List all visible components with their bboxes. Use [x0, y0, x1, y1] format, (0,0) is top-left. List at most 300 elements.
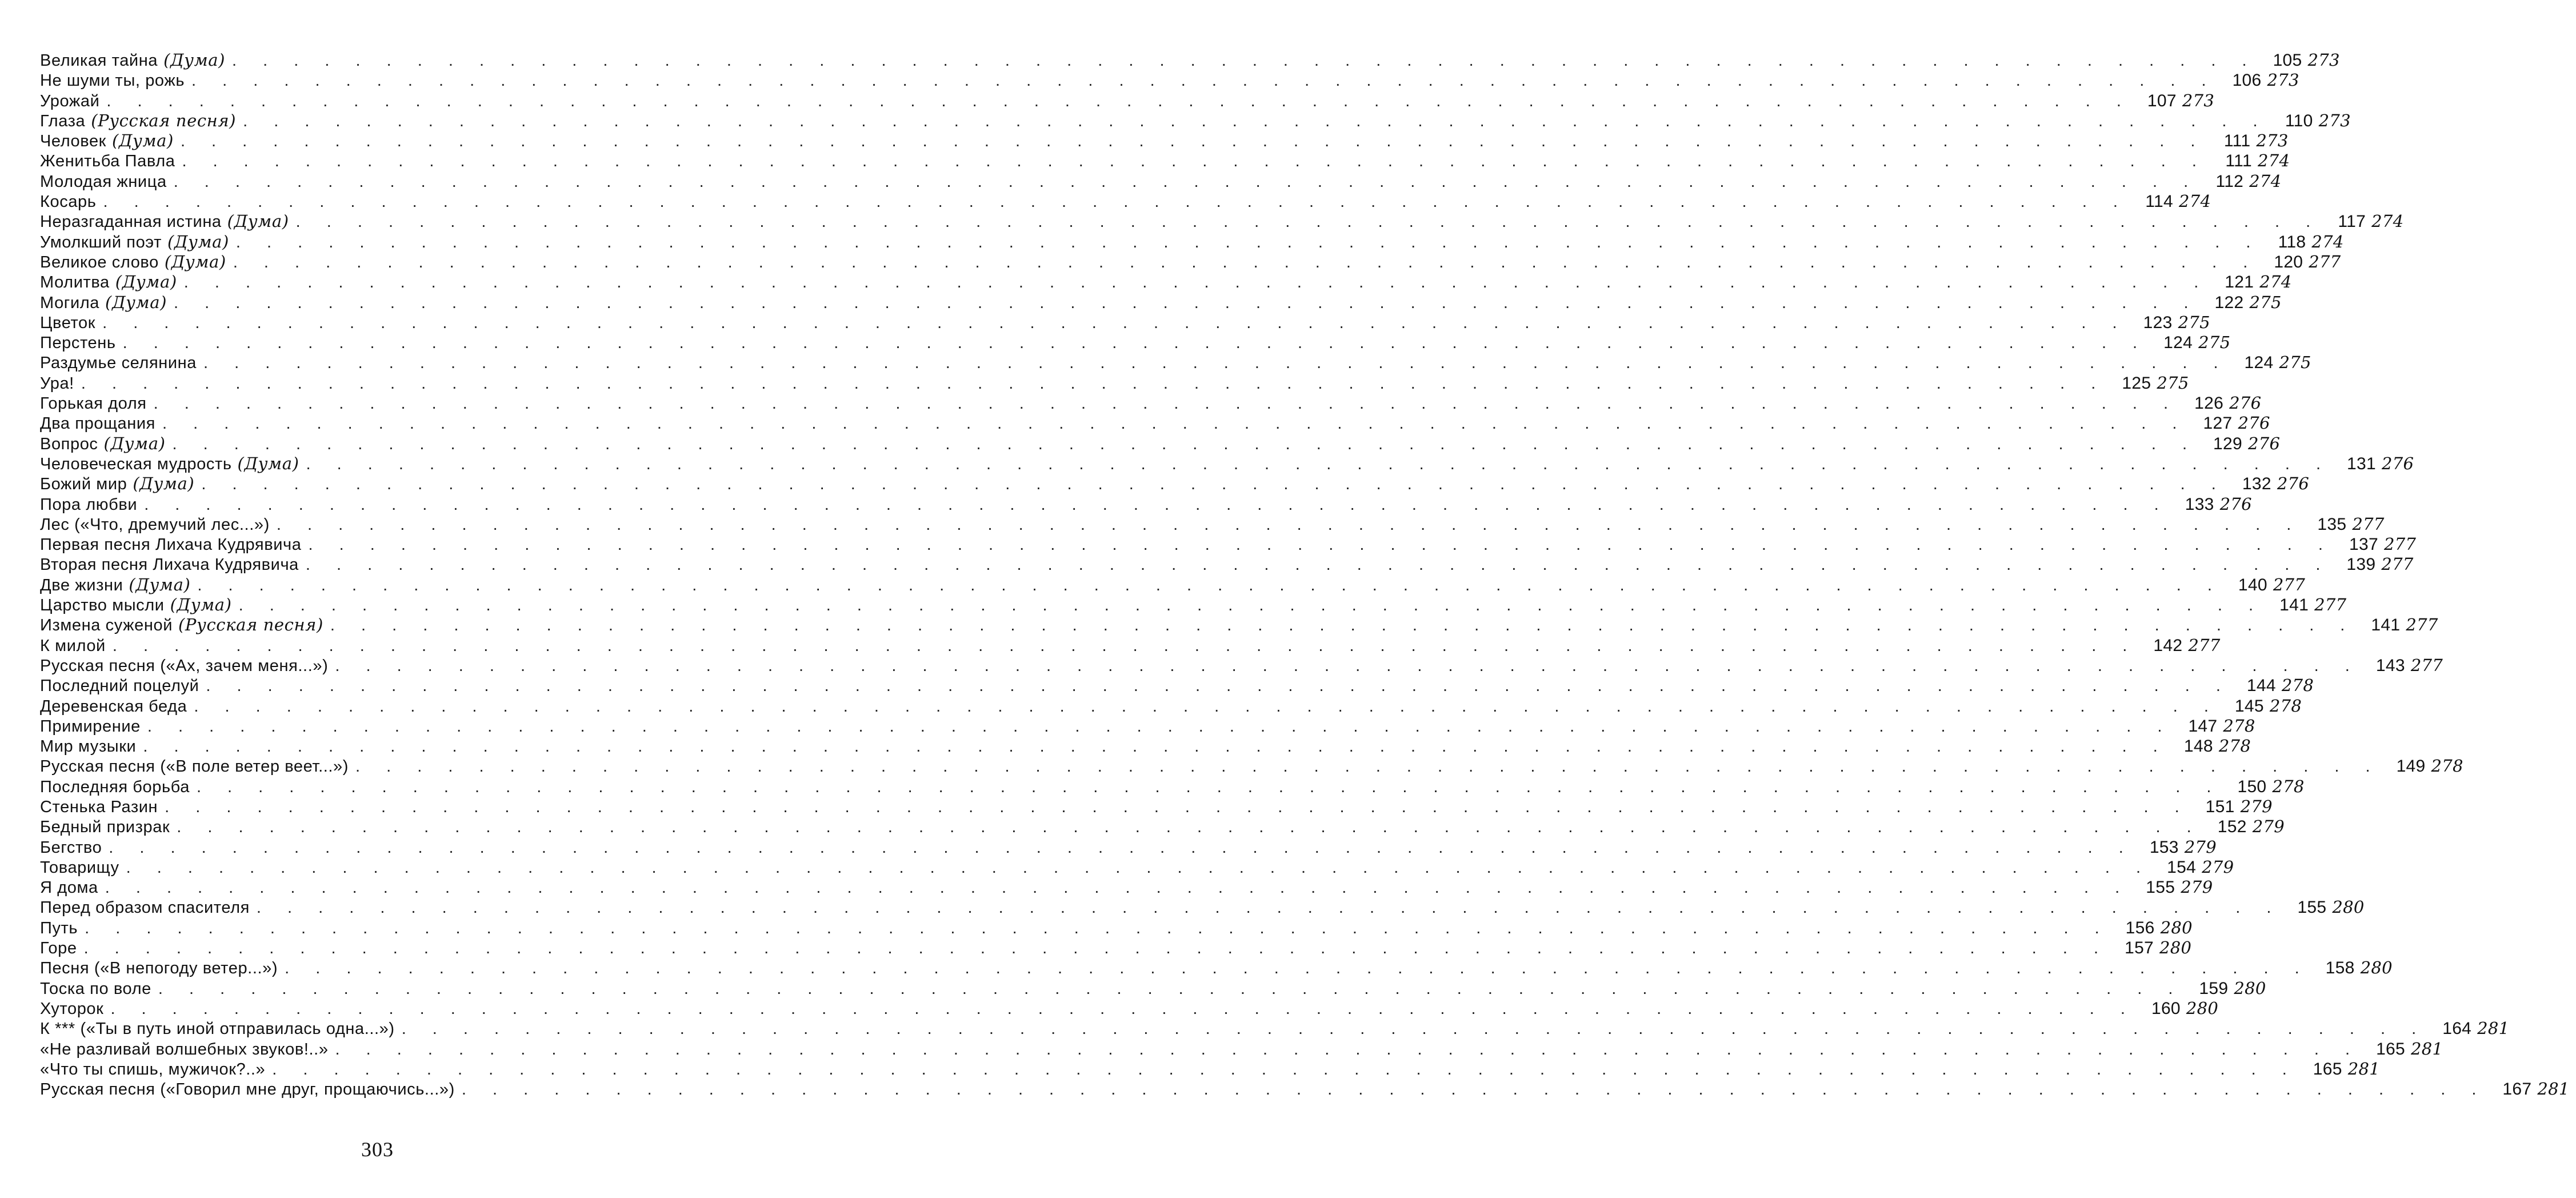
toc-entry: [40, 312, 2210, 333]
toc-entry: [40, 978, 2266, 999]
entry-pages: [2157, 857, 2241, 877]
entry-pages: [2136, 877, 2219, 897]
entry-genre: (Русская песня): [91, 110, 237, 130]
notes-page-number: 278: [2431, 756, 2463, 776]
entry-title-text: Две жизни: [40, 576, 123, 594]
dot-leader: . . . . . . . . . . . . . . . . . . . . . . . . . . . . . . . . . . . . . . . . . . . . . . . . . . . . . . . . . . . . . . . . . .: [201, 475, 2227, 494]
text-page-number: 120: [2274, 252, 2303, 271]
toc-entry: [40, 110, 2351, 131]
entry-title: [40, 959, 278, 979]
entry-pages: [2263, 50, 2347, 70]
notes-page-number: 281: [2411, 1039, 2443, 1059]
entry-title: [40, 555, 299, 575]
toc-entry: [40, 131, 2289, 151]
entry-title-text: Человеческая мудрость: [40, 454, 232, 473]
notes-page-number: 281: [2477, 1019, 2510, 1039]
entry-title: [40, 172, 167, 192]
entry-pages: [2339, 534, 2423, 554]
entry-title: [40, 717, 141, 737]
entry-pages: [2366, 656, 2450, 676]
entry-title: [40, 1060, 265, 1080]
text-page-number: 131: [2347, 454, 2376, 473]
text-page-number: 114: [2145, 192, 2173, 211]
dot-leader: . . . . . . . . . . . . . . . . . . . . . . . . . . . . . . . . . . . . . . . . . . . . . . . . . . . . . . . . . . . . . . . . . .: [162, 414, 2188, 433]
entry-genre: (Дума): [237, 453, 299, 473]
toc-entry: [40, 998, 2219, 1019]
notes-page-number: 280: [2234, 978, 2266, 998]
entry-pages: [2193, 413, 2277, 433]
entry-pages: [2307, 514, 2391, 534]
entry-pages: [2112, 373, 2195, 393]
text-page-number: 132: [2242, 474, 2271, 494]
toc-entry: [40, 474, 2310, 494]
entry-title: [40, 394, 147, 414]
entry-title: [40, 333, 116, 353]
entry-title: [40, 151, 175, 171]
text-page-number: 157: [2125, 939, 2154, 958]
text-page-number: 150: [2237, 777, 2267, 796]
dot-leader: . . . . . . . . . . . . . . . . . . . . . . . . . . . . . . . . . . . . . . . . . . . . . . . . . . . . . . . . . . . . . . . . . .: [172, 434, 2198, 453]
entry-title: [40, 858, 119, 878]
dot-leader: . . . . . . . . . . . . . . . . . . . . . . . . . . . . . . . . . . . . . . . . . . . . . . . . . . . . . . . . . . . . . . . . . .: [191, 71, 2217, 90]
entry-title-text: «Не разливай волшебных звуков!..»: [40, 1040, 329, 1059]
notes-page-number: 280: [2186, 998, 2219, 1018]
entry-title-text: К милой: [40, 636, 106, 655]
entry-title: [40, 272, 177, 293]
text-page-number: 112: [2215, 171, 2244, 191]
notes-page-number: 278: [2269, 696, 2302, 716]
toc-entry: [40, 393, 2262, 413]
text-page-number: 117: [2338, 212, 2366, 231]
entry-pages: [2229, 575, 2312, 595]
entry-genre: (Русская песня): [178, 615, 323, 635]
entry-title-text: Деревенская беда: [40, 697, 187, 716]
toc-entry: [40, 958, 2393, 978]
entry-genre: (Дума): [133, 474, 195, 494]
notes-page-number: 280: [2360, 958, 2393, 978]
entry-pages: [2215, 272, 2298, 292]
toc-entry: [40, 272, 2292, 292]
entry-pages: [2196, 797, 2279, 817]
entry-pages: [2270, 595, 2353, 615]
dot-leader: . . . . . . . . . . . . . . . . . . . . . . . . . . . . . . . . . . . . . . . . . . . . . . . . . . . . . . . . . . . . . . . . . .: [355, 757, 2381, 776]
text-page-number: 142: [2153, 636, 2183, 655]
entry-title-text: Два прощания: [40, 414, 155, 433]
entry-genre: (Дума): [167, 231, 229, 251]
text-page-number: 165: [2313, 1059, 2342, 1079]
entry-title-text: Раздумье селянина: [40, 354, 197, 373]
toc-entry: [40, 1039, 2443, 1059]
text-page-number: 141: [2279, 596, 2309, 615]
entry-title: [40, 919, 78, 939]
entry-title-text: Первая песня Лихача Кудрявича: [40, 536, 302, 554]
toc-entry: [40, 413, 2270, 433]
dot-leader: . . . . . . . . . . . . . . . . . . . . . . . . . . . . . . . . . . . . . . . . . . . . . . . . . . . . . . . . . . . . . . . . . .: [126, 858, 2152, 877]
entry-title-text: Лес («Что, дремучий лес...»): [40, 515, 270, 534]
toc-entry: [40, 756, 2463, 776]
dot-leader: . . . . . . . . . . . . . . . . . . . . . . . . . . . . . . . . . . . . . . . . . . . . . . . . . . . . . . . . . . . . . . . . . .: [256, 898, 2282, 917]
entry-title-text: Божий мир: [40, 475, 127, 494]
dot-leader: . . . . . . . . . . . . . . . . . . . . . . . . . . . . . . . . . . . . . . . . . . . . . . . . . . . . . . . . . . . . . . . . . .: [147, 717, 2173, 736]
entry-title: [40, 636, 106, 656]
text-page-number: 123: [2143, 313, 2173, 332]
entry-pages: [2225, 696, 2309, 716]
entry-title-text: Русская песня («Говорил мне друг, прощаючись...»): [40, 1080, 455, 1099]
entry-title-text: Песня («В непогоду ветер...»): [40, 959, 278, 978]
text-page-number: 110: [2285, 111, 2313, 130]
entry-pages: [2337, 554, 2420, 574]
entry-title: [40, 615, 323, 636]
dot-leader: . . . . . . . . . . . . . . . . . . . . . . . . . . . . . . . . . . . . . . . . . . . . . . . . . . . . . . . . . . . . . . . . . .: [233, 253, 2259, 271]
entry-genre: (Дума): [227, 211, 289, 231]
entry-title: [40, 211, 289, 232]
text-page-number: 137: [2349, 535, 2378, 554]
notes-page-number: 274: [2311, 231, 2344, 251]
toc-entry: [40, 938, 2192, 958]
dot-leader: . . . . . . . . . . . . . . . . . . . . . . . . . . . . . . . . . . . . . . . . . . . . . . . . . . . . . . . . . . . . . . . . . .: [335, 656, 2361, 675]
entry-title-text: Человек: [40, 132, 106, 151]
notes-page-number: 274: [2371, 211, 2404, 231]
toc-entry: [40, 635, 2221, 656]
entry-title: [40, 575, 190, 596]
toc-entry: [40, 433, 2281, 454]
dot-leader: . . . . . . . . . . . . . . . . . . . . . . . . . . . . . . . . . . . . . . . . . . . . . . . . . . . . . . . . . . . . . . . . . .: [81, 374, 2107, 393]
text-page-number: 167: [2502, 1080, 2532, 1099]
entry-pages: [2138, 91, 2221, 111]
notes-page-number: 279: [2252, 817, 2285, 837]
text-page-number: 127: [2203, 414, 2233, 433]
dot-leader: . . . . . . . . . . . . . . . . . . . . . . . . . . . . . . . . . . . . . . . . . . . . . . . . . . . . . . . . . . . . . . . . . .: [153, 394, 2179, 413]
entry-title: [40, 192, 97, 212]
entry-pages: [2134, 313, 2217, 333]
text-page-number: 135: [2317, 514, 2347, 534]
entry-pages: [2235, 353, 2318, 373]
text-page-number: 139: [2346, 555, 2376, 574]
entry-pages: [2115, 938, 2198, 958]
toc-entry: [40, 333, 2231, 353]
entry-title-text: Бедный призрак: [40, 818, 170, 837]
entry-title: [40, 50, 225, 71]
entry-title: [40, 495, 137, 515]
dot-leader: . . . . . . . . . . . . . . . . . . . . . . . . . . . . . . . . . . . . . . . . . . . . . . . . . . . . . . . . . . . . . . . . . .: [180, 132, 2206, 151]
text-page-number: 111: [2225, 151, 2252, 171]
dot-leader: . . . . . . . . . . . . . . . . . . . . . . . . . . . . . . . . . . . . . . . . . . . . . . . . . . . . . . . . . . . . . . . . . .: [174, 293, 2199, 312]
text-page-number: 148: [2183, 737, 2213, 756]
dot-leader: . . . . . . . . . . . . . . . . . . . . . . . . . . . . . . . . . . . . . . . . . . . . . . . . . . . . . . . . . . . . . . . . . .: [109, 838, 2134, 857]
entry-pages: [2142, 999, 2225, 1019]
toc-entry: [40, 1019, 2510, 1039]
text-page-number: 121: [2225, 273, 2254, 292]
dot-leader: . . . . . . . . . . . . . . . . . . . . . . . . . . . . . . . . . . . . . . . . . . . . . . . . . . . . . . . . . . . . . . . . . .: [308, 536, 2334, 554]
entry-title-text: Великая тайна: [40, 51, 158, 70]
entry-title-text: Бегство: [40, 838, 102, 857]
notes-page-number: 278: [2272, 776, 2305, 796]
entry-pages: [2337, 454, 2421, 474]
entry-pages: [2208, 817, 2291, 837]
notes-page-number: 276: [2229, 393, 2262, 413]
entry-title: [40, 777, 190, 797]
entry-pages: [2205, 293, 2289, 313]
entry-title-text: Цветок: [40, 313, 96, 332]
dot-leader: . . . . . . . . . . . . . . . . . . . . . . . . . . . . . . . . . . . . . . . . . . . . . . . . . . . . . . . . . . . . . . . . . .: [182, 152, 2207, 171]
notes-page-number: 279: [2184, 837, 2217, 857]
entry-title: [40, 999, 103, 1019]
notes-page-number: 278: [2218, 736, 2251, 756]
toc-entry: [40, 595, 2347, 615]
entry-title: [40, 878, 98, 898]
entry-pages: [2361, 615, 2445, 635]
dot-leader: . . . . . . . . . . . . . . . . . . . . . . . . . . . . . . . . . . . . . . . . . . . . . . . . . . . . . . . . . . . . . . . . . .: [144, 495, 2170, 514]
dot-leader: . . . . . . . . . . . . . . . . . . . . . . . . . . . . . . . . . . . . . . . . . . . . . . . . . . . . . . . . . . . . . . . . . .: [285, 959, 2310, 978]
dot-leader: . . . . . . . . . . . . . . . . . . . . . . . . . . . . . . . . . . . . . . . . . . . . . . . . . . . . . . . . . . . . . . . . . .: [243, 111, 2269, 130]
entry-pages: [2233, 474, 2316, 494]
dot-leader: . . . . . . . . . . . . . . . . . . . . . . . . . . . . . . . . . . . . . . . . . . . . . . . . . . . . . . . . . . . . . . . . . .: [306, 454, 2331, 473]
entry-title: [40, 474, 194, 494]
entry-pages: [2316, 958, 2399, 978]
notes-page-number: 280: [2160, 917, 2193, 937]
entry-title: [40, 1040, 329, 1060]
dot-leader: . . . . . . . . . . . . . . . . . . . . . . . . . . . . . . . . . . . . . . . . . . . . . . . . . . . . . . . . . . . . . . . . . .: [106, 91, 2132, 110]
entry-pages: [2493, 1079, 2576, 1099]
text-page-number: 133: [2185, 494, 2214, 514]
entry-title-text: Измена суженой: [40, 616, 173, 635]
toc-entry: [40, 151, 2290, 171]
entry-pages: [2203, 434, 2287, 454]
entry-title-text: Могила: [40, 293, 100, 312]
entry-title: [40, 697, 187, 717]
toc-entry: [40, 231, 2344, 252]
entry-title: [40, 757, 349, 777]
entry-pages: [2433, 1019, 2516, 1039]
page-number: 303: [361, 1138, 394, 1161]
dot-leader: . . . . . . . . . . . . . . . . . . . . . . . . . . . . . . . . . . . . . . . . . . . . . . . . . . . . . . . . . . . . . . . . . .: [197, 576, 2223, 594]
dot-leader: . . . . . . . . . . . . . . . . . . . . . . . . . . . . . . . . . . . . . . . . . . . . . . . . . . . . . . . . . . . . . . . . . .: [461, 1080, 2487, 1099]
dot-leader: . . . . . . . . . . . . . . . . . . . . . . . . . . . . . . . . . . . . . . . . . . . . . . . . . . . . . . . . . . . . . . . . . .: [401, 1020, 2427, 1039]
entry-title-text: Великое слово: [40, 253, 159, 271]
dot-leader: . . . . . . . . . . . . . . . . . . . . . . . . . . . . . . . . . . . . . . . . . . . . . . . . . . . . . . . . . . . . . . . . . .: [235, 233, 2262, 251]
toc-entry: [40, 574, 2306, 595]
entry-title: [40, 737, 136, 757]
entry-title-text: Урожай: [40, 91, 100, 110]
notes-page-number: 277: [2273, 574, 2306, 594]
text-page-number: 124: [2163, 333, 2193, 353]
entry-title-text: Стенька Разин: [40, 797, 158, 816]
notes-page-number: 274: [2259, 272, 2292, 292]
entry-pages: [2143, 636, 2227, 656]
entry-pages: [2154, 333, 2237, 353]
entry-title: [40, 313, 95, 333]
entry-genre: (Дума): [164, 251, 226, 271]
entry-title-text: «Что ты спишь, мужичок?..»: [40, 1060, 266, 1079]
entry-pages: [2213, 151, 2297, 171]
entry-pages: [2185, 393, 2268, 413]
entry-genre: (Дума): [103, 433, 166, 453]
notes-page-number: 275: [2178, 312, 2210, 332]
entry-title-text: Путь: [40, 919, 78, 937]
text-page-number: 125: [2122, 373, 2151, 393]
notes-page-number: 277: [2188, 635, 2221, 655]
entry-pages: [2237, 676, 2321, 696]
entry-title-text: Женитьба Павла: [40, 152, 175, 171]
text-page-number: 151: [2205, 797, 2235, 816]
entry-pages: [2134, 191, 2218, 211]
notes-page-number: 276: [2277, 474, 2310, 494]
entry-pages: [2205, 171, 2288, 191]
entry-title: [40, 797, 158, 817]
entry-title: [40, 434, 166, 454]
notes-page-number: 276: [2238, 413, 2270, 433]
entry-title: [40, 838, 102, 858]
entry-title: [40, 656, 328, 676]
text-page-number: 147: [2188, 716, 2218, 736]
text-page-number: 129: [2213, 434, 2242, 453]
notes-page-number: 279: [2202, 857, 2234, 877]
notes-page-number: 273: [2318, 110, 2351, 130]
dot-leader: . . . . . . . . . . . . . . . . . . . . . . . . . . . . . . . . . . . . . . . . . . . . . . . . . . . . . . . . . . . . . . . . . .: [330, 616, 2356, 635]
entry-pages: [2211, 131, 2295, 151]
entry-title: [40, 898, 250, 918]
dot-leader: . . . . . . . . . . . . . . . . . . . . . . . . . . . . . . . . . . . . . . . . . . . . . . . . . . . . . . . . . . . . . . . . . .: [295, 213, 2322, 231]
entry-title-text: Вторая песня Лихача Кудрявича: [40, 556, 299, 574]
entry-title-text: Последний поцелуй: [40, 677, 199, 696]
text-page-number: 164: [2442, 1019, 2472, 1039]
text-page-number: 156: [2125, 918, 2155, 937]
text-page-number: 165: [2376, 1039, 2406, 1059]
notes-page-number: 276: [2382, 453, 2414, 473]
entry-title-text: Перстень: [40, 334, 116, 353]
entry-pages: [2366, 1039, 2450, 1059]
text-page-number: 154: [2167, 857, 2197, 877]
toc-entry: [40, 534, 2417, 554]
notes-page-number: 275: [2279, 353, 2311, 373]
entry-title-text: Косарь: [40, 193, 97, 211]
entry-title: [40, 414, 155, 434]
entry-title: [40, 131, 174, 151]
notes-page-number: 275: [2249, 292, 2282, 312]
dot-leader: . . . . . . . . . . . . . . . . . . . . . . . . . . . . . . . . . . . . . . . . . . . . . . . . . . . . . . . . . . . . . . . . . .: [103, 193, 2129, 211]
entry-pages: [2303, 1059, 2387, 1079]
entry-title-text: Царство мысли: [40, 596, 165, 615]
toc-entry: [40, 211, 2404, 231]
entry-title: [40, 91, 99, 111]
notes-page-number: 280: [2159, 938, 2192, 958]
entry-title: [40, 1019, 395, 1039]
entry-title-text: К *** («Ты в путь иной отправилась одна...»): [40, 1020, 395, 1039]
entry-title: [40, 71, 185, 91]
entry-title-text: Не шуми ты, рожь: [40, 71, 185, 90]
entry-title-text: Горькая доля: [40, 394, 147, 413]
notes-page-number: 274: [2249, 171, 2282, 191]
dot-leader: . . . . . . . . . . . . . . . . . . . . . . . . . . . . . . . . . . . . . . . . . . . . . . . . . . . . . . . . . . . . . . . . . .: [194, 697, 2219, 716]
entry-pages: [2175, 494, 2259, 514]
dot-leader: . . . . . . . . . . . . . . . . . . . . . . . . . . . . . . . . . . . . . . . . . . . . . . . . . . . . . . . . . . . . . . . . . .: [112, 636, 2138, 655]
text-page-number: 155: [2297, 898, 2327, 917]
text-page-number: 152: [2217, 817, 2247, 837]
toc-entry: [40, 857, 2234, 877]
entry-pages: [2327, 211, 2410, 231]
notes-page-number: 273: [2267, 70, 2299, 90]
entry-title: [40, 817, 170, 837]
text-page-number: 144: [2246, 676, 2276, 696]
entry-title-text: Я дома: [40, 878, 98, 897]
toc-entry: [40, 716, 2255, 736]
entry-title: [40, 353, 197, 373]
entry-title: [40, 454, 299, 474]
text-page-number: 160: [2151, 999, 2181, 1018]
entry-title: [40, 252, 226, 273]
toc-entry: [40, 554, 2414, 574]
entry-pages: [2223, 70, 2306, 90]
entry-title-text: Перед образом спасителя: [40, 898, 250, 917]
toc-entry: [40, 817, 2285, 837]
entry-title-text: Примирение: [40, 717, 141, 736]
notes-page-number: 281: [2347, 1059, 2381, 1079]
notes-page-number: 280: [2332, 897, 2365, 917]
text-page-number: 159: [2199, 979, 2229, 998]
entry-title: [40, 515, 270, 535]
text-page-number: 149: [2396, 757, 2426, 776]
toc-entry: [40, 776, 2305, 797]
entry-genre: (Дума): [163, 50, 226, 70]
notes-page-number: 281: [2537, 1079, 2570, 1099]
toc-entry: [40, 897, 2365, 917]
toc-entry: [40, 373, 2189, 393]
toc-entry: [40, 292, 2282, 313]
entry-pages: [2227, 777, 2311, 797]
text-page-number: 122: [2214, 293, 2244, 312]
toc-entry: [40, 696, 2302, 716]
toc-entry: [40, 251, 2341, 272]
notes-page-number: 273: [2307, 50, 2340, 70]
notes-page-number: 277: [2309, 251, 2341, 271]
dot-leader: . . . . . . . . . . . . . . . . . . . . . . . . . . . . . . . . . . . . . . . . . . . . . . . . . . . . . . . . . . . . . . . . . .: [158, 979, 2184, 998]
entry-title: [40, 1080, 455, 1100]
toc-entry: [40, 1079, 2570, 1099]
notes-page-number: 276: [2219, 494, 2252, 514]
dot-leader: . . . . . . . . . . . . . . . . . . . . . . . . . . . . . . . . . . . . . . . . . . . . . . . . . . . . . . . . . . . . . . . . . .: [196, 777, 2222, 796]
entry-pages: [2387, 756, 2470, 776]
entry-genre: (Дума): [129, 574, 191, 594]
entry-title-text: Молитва: [40, 273, 110, 292]
entry-title-text: Молодая жница: [40, 172, 167, 191]
notes-page-number: 279: [2181, 877, 2213, 897]
dot-leader: . . . . . . . . . . . . . . . . . . . . . . . . . . . . . . . . . . . . . . . . . . . . . . . . . . . . . . . . . . . . . . . . . .: [238, 596, 2265, 615]
entry-pages: [2140, 837, 2223, 857]
toc-entry: [40, 655, 2443, 676]
toc-entry: [40, 50, 2340, 70]
entry-pages: [2287, 897, 2371, 917]
entry-title-text: Ура!: [40, 374, 74, 393]
text-page-number: 105: [2273, 51, 2302, 70]
entry-pages: [2116, 918, 2199, 938]
dot-leader: . . . . . . . . . . . . . . . . . . . . . . . . . . . . . . . . . . . . . . . . . . . . . . . . . . . . . . . . . . . . . . . . . .: [85, 919, 2110, 937]
entry-genre: (Дума): [105, 292, 167, 312]
toc-entry: [40, 917, 2193, 938]
notes-page-number: 273: [2182, 90, 2215, 110]
notes-page-number: 278: [2223, 716, 2255, 736]
toc-entry: [40, 453, 2414, 474]
notes-page-number: 277: [2381, 554, 2414, 574]
dot-leader: . . . . . . . . . . . . . . . . . . . . . . . . . . . . . . . . . . . . . . . . . . . . . . . . . . . . . . . . . . . . . . . . . .: [183, 273, 2210, 292]
entry-title-text: Мир музыки: [40, 737, 137, 756]
text-page-number: 153: [2149, 837, 2179, 857]
text-page-number: 126: [2194, 394, 2224, 413]
text-page-number: 158: [2325, 959, 2355, 978]
entry-pages: [2274, 111, 2358, 131]
entry-pages: [2174, 736, 2258, 756]
entry-title-text: Вопрос: [40, 434, 98, 453]
dot-leader: . . . . . . . . . . . . . . . . . . . . . . . . . . . . . . . . . . . . . . . . . . . . . . . . . . . . . . . . . . . . . . . . . .: [143, 737, 2169, 756]
